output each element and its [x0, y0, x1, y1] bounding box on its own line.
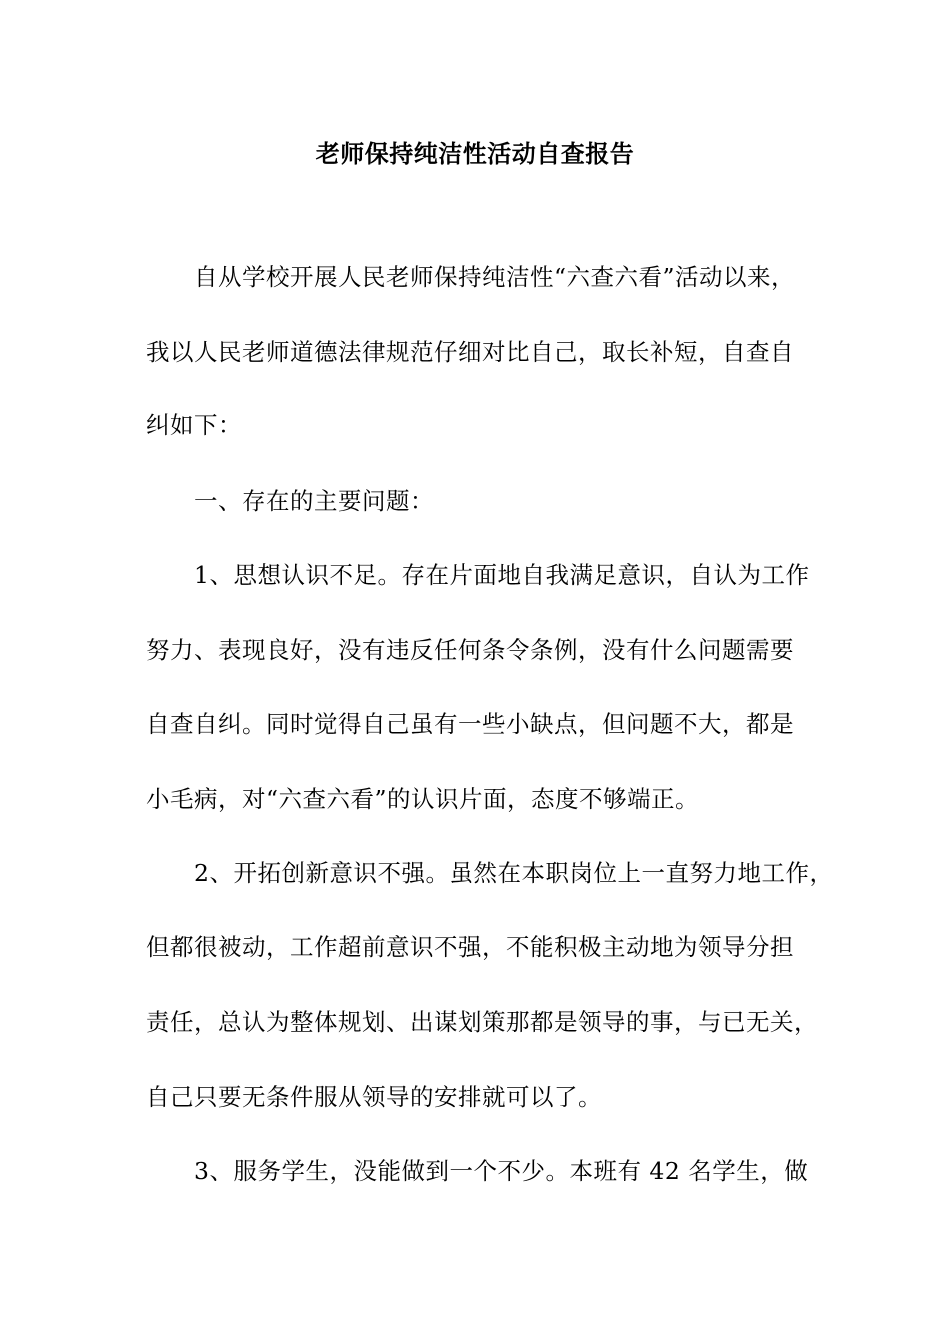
paragraph-line: 1、思想认识不足。存在片面地自我满足意识，自认为工作 — [194, 561, 810, 589]
paragraph-line: 3、服务学生，没能做到一个不少。本班有 42 名学生，做 — [194, 1157, 809, 1185]
paragraph-line: 我以人民老师道德法律规范仔细对比自己，取长补短，自查自 — [146, 338, 794, 366]
paragraph-line: 2、开拓创新意识不强。虽然在本职岗位上一直努力地工作， — [194, 859, 834, 887]
paragraph-line: 责任，总认为整体规划、出谋划策那都是领导的事，与已无关， — [146, 1008, 818, 1036]
paragraph-line: 但都很被动，工作超前意识不强，不能积极主动地为领导分担 — [146, 933, 794, 961]
paragraph-line: 小毛病，对“六查六看”的认识片面，态度不够端正。 — [146, 785, 700, 813]
paragraph-line: 自己只要无条件服从领导的安排就可以了。 — [146, 1083, 602, 1111]
paragraph-line: 努力、表现良好，没有违反任何条令条例，没有什么问题需要 — [146, 636, 794, 664]
document-title: 老师保持纯洁性活动自查报告 — [315, 140, 635, 168]
paragraph-line: 纠如下： — [146, 411, 242, 439]
section-heading: 一、存在的主要问题： — [194, 487, 434, 515]
paragraph-line: 自查自纠。同时觉得自己虽有一些小缺点，但问题不大，都是 — [146, 710, 794, 738]
paragraph-line: 自从学校开展人民老师保持纯洁性“六查六看”活动以来， — [194, 263, 796, 291]
